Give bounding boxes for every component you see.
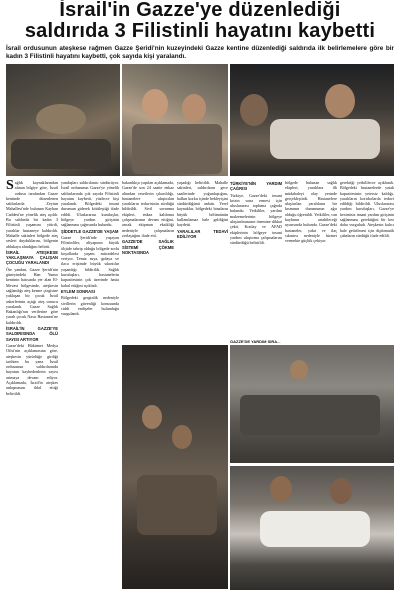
article-text: Öte yandan, Gazze Şeridi'nin güneyindeki Han Yunus kentinin batısında yer alan El-Mevasi bölgesinde, ateşkesin sağlandığı ateş kesme çizgisine yaklaşan bir çocuk İsrail askerlerinin açtığı ateş sonucu yaralandı. Gazze Sağlık Bakanlığı'nın verilerine göre yaralı çocuk Nasır Hastanesi'ne kaldırıldı.	[6, 266, 58, 325]
article-text: yandaşları saldırılarını sürdürüyor. İsrail ordusunun Gazze'ye yönelik saldırılarında çok sayıda Filistinli hayatını kaybetti, yüzlerce kişi yaralandı. Bölgedeki insani durumun giderek kötüleştiği ifade edildi. Uluslararası kuruluşlar, bölgeye yardım girişinin sağlanması çağrısında bulundu.	[61, 180, 119, 228]
article-column-3	[122, 180, 174, 342]
article-column-4	[177, 180, 228, 342]
photo-crowd	[122, 345, 228, 589]
article-column-6	[285, 180, 337, 340]
subheading: İSRAİL'İN GAZZE'YE SALDIRISINDA ÖLÜ SAYISI ARTIYOR	[6, 326, 58, 342]
article-text: bakanlıkça yapılan açıklamada, Gazze'de son 24 saatte enkaz altından cesetlerin çıkarıldığı, hastanelere ulaştırılan yaralıların tedavisinin sürdüğü bildirildi. Sivil savunma ekipleri, enkaz kaldırma çalışmalarının devam ettiğini, ancak ekipman eksikliği nedeniyle çalışmaların zorlaştığını ifade etti.	[122, 180, 174, 238]
article-column-7	[340, 180, 394, 340]
photo-children	[122, 64, 228, 176]
subheading: GAZZE'DE SAĞLIK SİSTEMİ ÇÖKME NOKTASINDA	[122, 239, 174, 255]
photo-mourners	[230, 64, 394, 176]
article-text: Gazze Şeridi'nde yaşayan Filistinliler, altyapının büyük ölçüde tahrip olduğu bölgede zorlu koşullarda yaşam mücadelesi veriyor. Temiz suya, gıdaya ve ilaca erişimde büyük sıkıntılar yaşandığı bildirildi. Sağlık kuruluşları, hastanelerin kapasitesinin çok üzerinde hasta kabul ettiğini açıkladı.	[61, 234, 119, 288]
photo-rubble	[6, 64, 120, 176]
deck: İsrail ordusunun ateşkese rağmen Gazze Şeridi'nin kuzeyindeki Gazze kentine düzenlediği saldırıda ilk belirlemelere göre bir kadın 3 Filistinli hayatını kaybetti, çok sayıda kişi yaralandı.	[6, 45, 394, 60]
article-column-1	[6, 180, 58, 590]
photo-aid-queue	[230, 345, 394, 463]
dropcap: S	[6, 180, 14, 193]
subheading: TÜRKİYE'NİN YARDIM ÇAĞRISI	[230, 181, 282, 192]
article-text: Gazze'deki Hükümet Medya Ofisi'nin açıklamasına göre, ateşkesin yürürlüğe girdiği tarihten bu yana İsrail ordusunun saldırılarında hayatını kaybedenlerin sayısı artmaya devam ediyor. Açıklamada, İsrail'in ateşkes anlaşmasını ihlal ettiği belirtildi.	[6, 342, 58, 396]
subheading: YARALILAR TEDAVİ EDİLİYOR	[177, 228, 228, 239]
subheading: EYLEM SONRASI	[61, 288, 95, 294]
article-text: gerektiği yetkililerce açıklandı. Bölgedeki hastanelerde yatak kapasitesinin yetersiz kaldığı, yaralıların koridorlarda tedavi edildiği bildirildi. Uluslararası yardım kuruluşları, Gazze'ye kesintisiz insani yardım girişinin sağlanması gerektiğini bir kez daha vurguladı. Ateşkesin kalıcı hale getirilmesi için diplomatik çabaların sürdüğü ifade edildi.	[340, 180, 394, 238]
subheading: ŞİDDETLE GAZZE'DE YAŞAM	[61, 228, 119, 234]
headline	[6, 0, 394, 44]
article-column-2	[61, 180, 119, 590]
article-text: bölgede bulunan sağlık ekipleri, yaralılara ilk müdahaleyi olay yerinde gerçekleştirdi. Hastanelere ulaştırılan yaralıların bir kısmının durumunun ağır olduğu öğrenildi. Yetkililer, can kaybının artabileceği uyarısında bulundu. Gazze'deki hastaneler, yakıt ve ilaç sıkıntısı nedeniyle hizmet vermekte güçlük çekiyor.	[285, 180, 337, 244]
photo-funeral	[230, 466, 394, 590]
article-column-5	[230, 180, 282, 340]
article-text: Türkiye, Gazze'deki insani krizin sona ermesi için uluslararası topluma çağrıda bulundu. Yetkililer, yardım malzemelerinin bölgeye ulaştırılmasının önemine dikkat çekti. Kızılay ve AFAD ekiplerinin bölgeye insani yardım ulaştırma çalışmalarını sürdürdüğü belirtildi.	[230, 192, 282, 246]
article-text: ağlık kaynaklarından alınan bilgiye göre, İsrail ordusu tarafından Gazze kentinde düzenlenen saldırılarda Zeytun Mahallesi'nde bulunan Kayhan Caddesi'ne yönelik ateş açıldı. Bu saldırıda bir kadın 3 Filistinli yaşamını yitirdi, yaralılar hastaneye kaldırıldı. Mahalle sakinleri bölgede ateş sesleri duyduklarını, bölgenin ablukaya alındığını belirtti.	[6, 180, 58, 249]
headline-line-1: İsrail'in Gazze'ye düzenlediği	[59, 0, 341, 21]
headline-line-2: saldırıda 3 Filistinli hayatını kaybetti	[24, 20, 376, 42]
article-text: Bölgedeki gerginlik nedeniyle sivillerin güvenliği konusunda ciddi endişeler bulunduğu vurgulandı.	[61, 295, 119, 317]
article-text: yaşadığı belirtildi. Mahalle sakinleri, saldırıların gece saatlerinde yoğunlaştığını, halkın korku içinde bekleyişini sürdürdüğünü anlattı. Yerel kaynaklar, bölgedeki binaların büyük bölümünün kullanılamaz hale geldiğini kaydetti.	[177, 180, 228, 228]
subheading: İSRAİL ATEŞKESE YAKLAŞMAYA ÇALIŞAN ÇOCUĞU YARALANDI	[6, 249, 58, 266]
photo-caption: GAZZE'DE YARDIM SIRA...	[230, 339, 281, 344]
